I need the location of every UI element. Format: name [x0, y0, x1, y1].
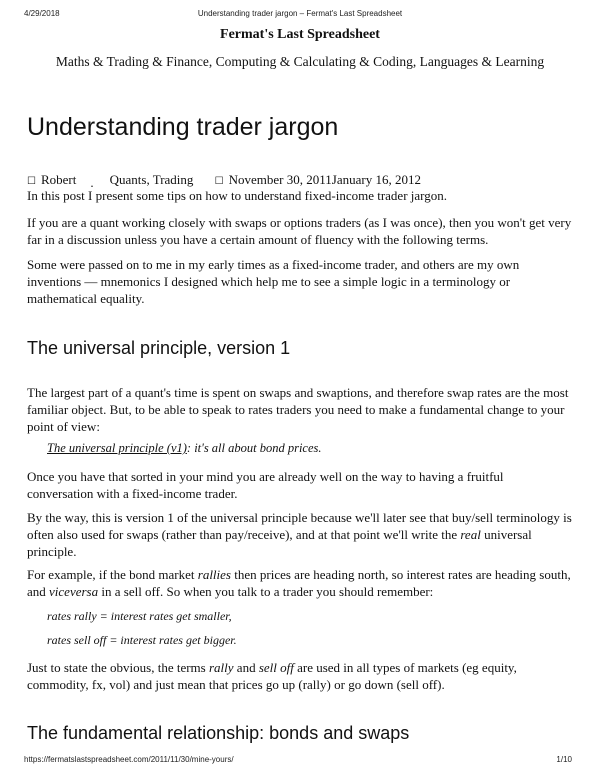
separator-dot-icon: . [90, 175, 94, 190]
intro-paragraph-2: If you are a quant working closely with swaps or options traders (as I was once), then you won't get very far in a discussion unless you have a certain amount of fluency with the following terms. [27, 215, 572, 247]
site-name[interactable]: Fermat's Last Spreadsheet [220, 27, 380, 42]
section-heading-universal-principle: The universal principle, version 1 [27, 338, 291, 358]
print-page-number: 1/10 [556, 755, 572, 764]
intro-paragraph-3: Some were passed on to me in my early times as a fixed-income trader, and others are my own inventions — mnemonics I designed which help me to see a simple logic in a terminology or mathematical equality. [27, 257, 520, 306]
print-url: https://fermatslastspreadsheet.com/2011/11/30/mine-yours/ [24, 755, 234, 764]
post-title: Understanding trader jargon [27, 113, 339, 141]
post-dates[interactable]: November 30, 2011January 16, 2012 [228, 172, 421, 187]
intro-paragraph-1: In this post I present some tips on how to understand fixed-income trader jargon. [27, 188, 448, 203]
section1-paragraph-1: The largest part of a quant's time is spent on swaps and swaptions, and therefore swap rates are the most familiar object. But, to be able to speak to rates traders you need to make a fundamental change to your point of view: [27, 385, 569, 434]
section1-paragraph-4: For example, if the bond market rallies then prices are heading north, so interest rates are heading south, and viceversa in a sell off. So when you talk to a trader you should remember: [27, 567, 571, 599]
section1-paragraph-2: Once you have that sorted in your mind you are already well on the way to having a fruitful conversation with a fixed-income trader. [27, 469, 504, 501]
print-date: 4/29/2018 [24, 9, 60, 18]
universal-principle-quote [47, 441, 322, 456]
date-checkbox-icon: ☐ [214, 176, 224, 187]
site-tagline: Maths & Trading & Finance, Computing & Calculating & Coding, Languages & Learning [55, 54, 545, 69]
quote-text: : it's all about bond prices. [186, 441, 322, 455]
print-page-title: Understanding trader jargon – Fermat's Last Spreadsheet [197, 9, 403, 18]
section-heading-bonds-and-swaps: The fundamental relationship: bonds and swaps [27, 723, 410, 743]
formula-rates-sell-off: rates sell off = interest rates get bigger. [47, 633, 237, 647]
universal-principle-link[interactable]: The universal principle (v1) [47, 441, 187, 455]
formula-rates-rally: rates rally = interest rates get smaller, [47, 609, 232, 623]
post-author[interactable]: Robert [40, 172, 77, 187]
post-meta [27, 172, 421, 188]
section1-paragraph-5: Just to state the obvious, the terms rally and sell off are used in all types of markets (eg equity, commodity, fx, vol) and just mean that prices go up (rally) or go down (sell off). [27, 660, 517, 692]
section1-paragraph-3: By the way, this is version 1 of the universal principle because we'll later see that buy/sell terminology is often also used for swaps (rather than pay/receive), and at that point we'll write the real universal principle. [27, 510, 572, 559]
author-checkbox-icon: ☐ [27, 176, 36, 187]
post-categories[interactable]: Quants, Trading [109, 172, 194, 187]
